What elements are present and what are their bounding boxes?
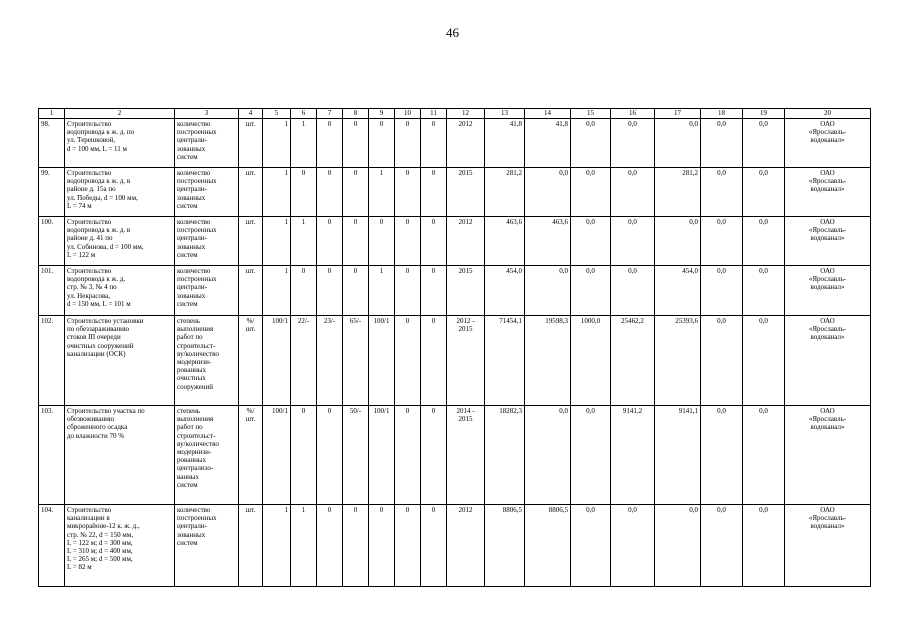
column-header: 8 [343, 109, 369, 119]
table-cell: 0,0 [655, 217, 701, 266]
table-cell: 0 [317, 266, 343, 316]
table-cell: 0 [291, 406, 317, 505]
table-cell: 0,0 [743, 266, 785, 316]
table-cell: 463,6 [485, 217, 525, 266]
column-header: 9 [369, 109, 395, 119]
table-cell: 100/1 [263, 316, 291, 406]
table-cell: 0,0 [571, 217, 611, 266]
table-cell: 1 [291, 505, 317, 587]
table-cell: 98. [39, 119, 65, 168]
table-cell: 0 [343, 119, 369, 168]
table-cell: 0,0 [743, 316, 785, 406]
table-cell: 0 [317, 217, 343, 266]
table-cell: 0 [291, 168, 317, 217]
table-row [39, 168, 871, 217]
table-cell: 0 [343, 505, 369, 587]
table-cell: 0,0 [611, 168, 655, 217]
table-cell: ОАО «Ярославль- водоканал» [785, 266, 871, 316]
table-cell: 454,0 [485, 266, 525, 316]
column-header: 2 [65, 109, 175, 119]
table-header-row [39, 109, 871, 119]
column-header: 18 [701, 109, 743, 119]
table-cell: 103. [39, 406, 65, 505]
table-cell: %/ шт. [239, 406, 263, 505]
table-cell: 0,0 [571, 266, 611, 316]
table-cell: ОАО «Ярославль- водоканал» [785, 119, 871, 168]
table-cell: 1 [263, 505, 291, 587]
table-cell: 0,0 [701, 406, 743, 505]
table-cell: 99. [39, 168, 65, 217]
table-cell: 0 [395, 168, 421, 217]
table-cell: 0 [395, 316, 421, 406]
table-cell: 100. [39, 217, 65, 266]
column-header: 17 [655, 109, 701, 119]
table-cell: 2015 [447, 266, 485, 316]
column-header: 6 [291, 109, 317, 119]
table-cell: 0,0 [701, 505, 743, 587]
table-cell: количество построенных централи- зованных систем [175, 119, 239, 168]
table-cell: шт. [239, 266, 263, 316]
table-cell: 463,6 [525, 217, 571, 266]
table-cell: 25462,2 [611, 316, 655, 406]
table-cell: 0 [395, 217, 421, 266]
table-cell: 1 [263, 266, 291, 316]
table-cell: Строительство канализации в микрорайоне-12 к. ж. д., стр. № 22, d = 150 мм, L = 122 м; d = 300 мм, L = 310 м; d = 400 мм, L = 265 м; d = 500 мм, L = 82 м [65, 505, 175, 587]
table-cell: 0 [291, 266, 317, 316]
column-header: 3 [175, 109, 239, 119]
table-cell: 0,0 [743, 406, 785, 505]
table-cell: 0 [421, 406, 447, 505]
table-cell: 0 [395, 119, 421, 168]
table-cell: 18282,3 [485, 406, 525, 505]
table-cell: 50/- [343, 406, 369, 505]
table-cell: 0 [395, 505, 421, 587]
table-cell: 41,8 [525, 119, 571, 168]
table-cell: 22/- [291, 316, 317, 406]
column-header: 10 [395, 109, 421, 119]
table-cell: 1 [263, 168, 291, 217]
table-cell: Строительство водопровода к ж. д. в районе д. 41 по ул. Собинова, d = 100 мм, L = 122 м [65, 217, 175, 266]
table-cell: 0,0 [743, 505, 785, 587]
table-cell: 100/1 [369, 316, 395, 406]
table-cell: 1 [263, 217, 291, 266]
table-row [39, 217, 871, 266]
table-cell: 0 [421, 505, 447, 587]
column-header: 5 [263, 109, 291, 119]
table-cell: шт. [239, 168, 263, 217]
table-cell: 1 [263, 119, 291, 168]
table-cell: Строительство водопровода к ж. д. по ул. Терешковой, d = 100 мм, L = 11 м [65, 119, 175, 168]
table-cell: ОАО «Ярославль- водоканал» [785, 217, 871, 266]
table-cell: степень выполнения работ по строительст- ву/количество модернизи- рованных очистных сооружений [175, 316, 239, 406]
table-cell: 0 [317, 406, 343, 505]
table-cell: 2012 [447, 505, 485, 587]
table-cell: 0 [421, 266, 447, 316]
table-cell: 454,0 [655, 266, 701, 316]
table-cell: 23/- [317, 316, 343, 406]
table-row [39, 266, 871, 316]
table-cell: 0,0 [525, 266, 571, 316]
table-cell: Строительство участка по обезвоживанию сброженного осадка до влажности 70 % [65, 406, 175, 505]
table-cell: количество построенных централи- зованных систем [175, 266, 239, 316]
table-cell: 0,0 [611, 505, 655, 587]
table-cell: шт. [239, 119, 263, 168]
table-cell: 0 [421, 168, 447, 217]
table-cell: 71454,1 [485, 316, 525, 406]
table-cell: 9141,1 [655, 406, 701, 505]
table-cell: 19598,3 [525, 316, 571, 406]
table-cell: 0 [395, 406, 421, 505]
table-cell: 0,0 [571, 119, 611, 168]
table-row [39, 406, 871, 505]
table-cell: %/ шт. [239, 316, 263, 406]
table-cell: 0,0 [571, 406, 611, 505]
table-cell: 0,0 [701, 266, 743, 316]
data-table [38, 108, 871, 587]
table-cell: количество построенных централи- зованных систем [175, 505, 239, 587]
table-cell: 104. [39, 505, 65, 587]
table-cell: 0 [369, 505, 395, 587]
table-cell: 0,0 [571, 168, 611, 217]
table-cell: 2014 - 2015 [447, 406, 485, 505]
table-cell: 1 [369, 266, 395, 316]
table-cell: 0 [369, 217, 395, 266]
table-cell: 41,8 [485, 119, 525, 168]
table-cell: ОАО «Ярославль- водоканал» [785, 168, 871, 217]
table-cell: 9141,2 [611, 406, 655, 505]
table-cell: 0 [421, 217, 447, 266]
table-cell: 0,0 [701, 316, 743, 406]
table-cell: 8806,5 [485, 505, 525, 587]
column-header: 12 [447, 109, 485, 119]
table-cell: 0,0 [701, 119, 743, 168]
column-header: 19 [743, 109, 785, 119]
table-cell: 2012 [447, 119, 485, 168]
table-cell: ОАО «Ярославль- водоканал» [785, 316, 871, 406]
table-cell: 2015 [447, 168, 485, 217]
column-header: 20 [785, 109, 871, 119]
table-cell: 65/- [343, 316, 369, 406]
table-cell: 0,0 [571, 505, 611, 587]
table-cell: 0 [369, 119, 395, 168]
table-cell: 0 [343, 217, 369, 266]
column-header: 14 [525, 109, 571, 119]
column-header: 4 [239, 109, 263, 119]
table-cell: 0 [421, 316, 447, 406]
table-cell: 0,0 [743, 217, 785, 266]
table-cell: 2012 - 2015 [447, 316, 485, 406]
table-cell: 0 [317, 119, 343, 168]
table-cell: 100/1 [369, 406, 395, 505]
table-row [39, 316, 871, 406]
table-cell: 0,0 [655, 505, 701, 587]
table-cell: 0,0 [701, 217, 743, 266]
column-header: 11 [421, 109, 447, 119]
table-cell: 8806,5 [525, 505, 571, 587]
table-cell: 0,0 [655, 119, 701, 168]
table-cell: 0 [421, 119, 447, 168]
table-cell: 102. [39, 316, 65, 406]
column-header: 7 [317, 109, 343, 119]
table-cell: 1000,0 [571, 316, 611, 406]
table-cell: 1 [291, 119, 317, 168]
table-body [39, 119, 871, 587]
table-cell: 1 [369, 168, 395, 217]
page-number: 46 [446, 25, 459, 40]
table-cell: количество построенных централи- зованных систем [175, 217, 239, 266]
table-cell: шт. [239, 505, 263, 587]
table-cell: 0 [395, 266, 421, 316]
column-header: 1 [39, 109, 65, 119]
column-header: 16 [611, 109, 655, 119]
column-header: 15 [571, 109, 611, 119]
table-cell: 0 [317, 168, 343, 217]
table-cell: 1 [291, 217, 317, 266]
table-cell: 101. [39, 266, 65, 316]
table-cell: Строительство водопровода к ж. д. стр. № 3, № 4 по ул. Некрасова, d = 150 мм, L = 101 м [65, 266, 175, 316]
table-cell: 0 [343, 168, 369, 217]
table-cell: 0,0 [743, 119, 785, 168]
table-cell: 0 [317, 505, 343, 587]
table-cell: шт. [239, 217, 263, 266]
table-cell: ОАО «Ярославль- водоканал» [785, 406, 871, 505]
table-cell: 281,2 [655, 168, 701, 217]
table-cell: 100/1 [263, 406, 291, 505]
table-cell: 0,0 [611, 217, 655, 266]
table-cell: 0,0 [701, 168, 743, 217]
table-cell: 25393,6 [655, 316, 701, 406]
column-header: 13 [485, 109, 525, 119]
table-cell: 0,0 [525, 406, 571, 505]
table-cell: ОАО «Ярославль- водоканал» [785, 505, 871, 587]
table-cell: 0,0 [611, 119, 655, 168]
table-cell: 0,0 [743, 168, 785, 217]
table-cell: 0,0 [611, 266, 655, 316]
table-cell: количество построенных централи- зованных систем [175, 168, 239, 217]
table-row [39, 119, 871, 168]
table-cell: 2012 [447, 217, 485, 266]
table-cell: Строительство водопровода к ж. д. в районе д. 15а по ул. Победы, d = 100 мм, L = 74 м [65, 168, 175, 217]
table-cell: степень выполнения работ по строительст- ву/количество модернизи- рованных централизо- ванных систем [175, 406, 239, 505]
table-cell: 281,2 [485, 168, 525, 217]
table-cell: 0,0 [525, 168, 571, 217]
table-row [39, 505, 871, 587]
table-cell: 0 [343, 266, 369, 316]
table-cell: Строительство установки по обеззараживанию стоков III очереди очистных сооружений канализации (ОСК) [65, 316, 175, 406]
